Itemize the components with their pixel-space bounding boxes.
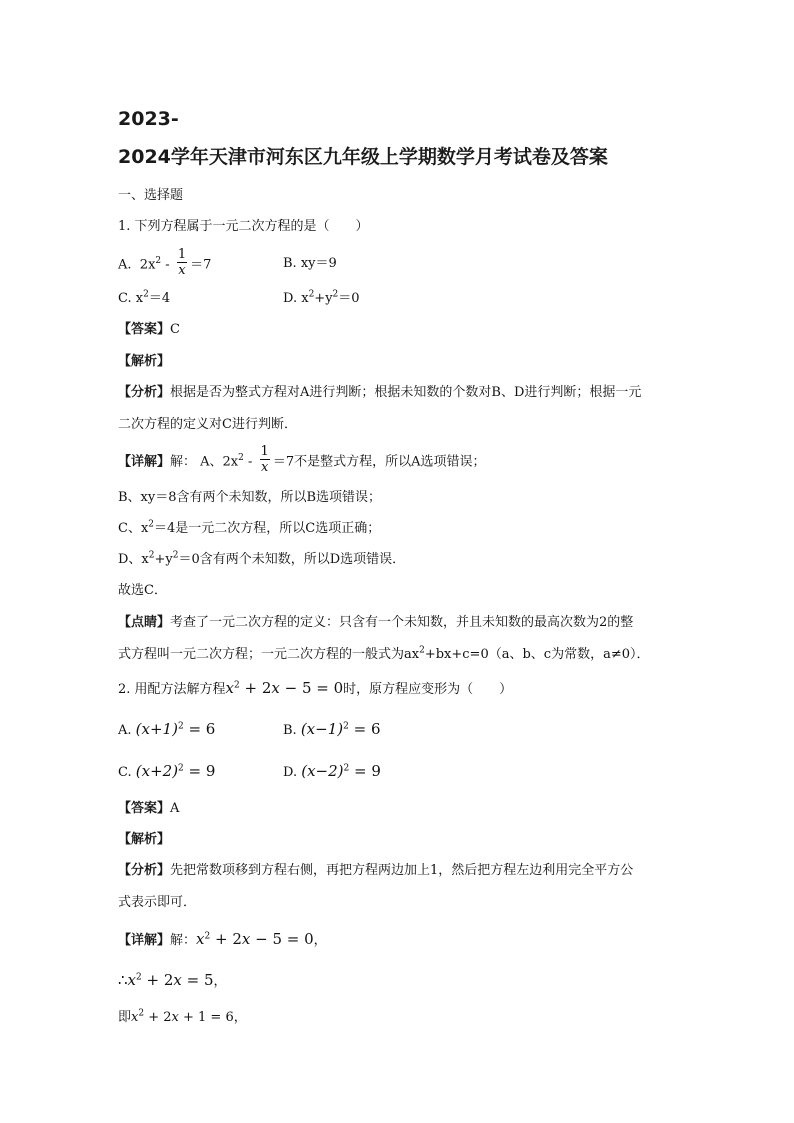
q2-stem: 2. 用配方法解方程$x^2 + 2x - 5 = 0$时，原方程应变形为（ ） [118, 679, 513, 697]
fraction: $\frac{1}{x}$ [177, 247, 187, 278]
q1-answer: 【答案】C [118, 322, 180, 337]
q2-option-b: B. $(x-1)^2 = 6$ [283, 720, 381, 738]
q1-analysis-heading: 【解析】 [118, 354, 171, 369]
q1-detail-line-3: C、$x^2=4$是一元二次方程，所以C选项正确； [118, 519, 381, 536]
q1-option-b: B. xy＝9 [283, 256, 337, 271]
title-line-2: 2024学年天津市河东区九年级上学期数学月考试卷及答案 [118, 146, 608, 168]
q2-option-a: A. $(x+1)^2 = 6$ [118, 720, 216, 738]
q2-option-d: D. $(x-2)^2 = 9$ [283, 762, 381, 780]
q1-option-d: D. $x^2+y^2=0$ [283, 289, 360, 306]
section-heading: 一、选择题 [118, 188, 184, 203]
q1-detail-line-4: D、$x^2+y^2=0$含有两个未知数，所以D选项错误． [118, 550, 406, 567]
q1-option-c: C. $x^2=4$ [118, 289, 171, 306]
q1-dianjing-line-2: 式方程叫一元二次方程；一元二次方程的一般式为$ax^2+bx+c=0(a$、b、c为常数，a≠0）． [118, 645, 650, 662]
q2-fenxi-line-1: 【分析】先把常数项移到方程右侧，再把方程两边加上1，然后把方程左边利用完全平方公 [118, 863, 634, 878]
q1-dianjing-line-1: 【点睛】考查了一元二次方程的定义：只含有一个未知数，并且未知数的最高次数为2的整 [118, 615, 634, 630]
fraction: $\frac{1}{x}$ [260, 444, 269, 475]
q1-detail-line-2: B、xy＝8含有两个未知数，所以B选项错误； [118, 490, 382, 505]
q1-detail-line-1: 【详解】解： A、$2x^2$ - $\frac{1}{x}$ ＝7不是整式方程，所以A选项错误； [118, 444, 486, 475]
q1-stem: 1. 下列方程属于一元二次方程的是（ ） [118, 219, 369, 234]
q1-fenxi-line-2: 二次方程的定义对C进行判断． [118, 417, 297, 432]
q2-detail-line-3: 即$x^2 + 2x + 1 = 6$， [118, 1008, 247, 1025]
q1-option-a: A. $2x^2$ - $\frac{1}{x}$ ＝7 [118, 247, 212, 278]
q2-detail-line-2: $\therefore x^2 + 2x = 5$， [118, 971, 227, 989]
q1-fenxi-line-1: 【分析】根据是否为整式方程对A进行判断；根据未知数的个数对B、D进行判断；根据一元 [118, 385, 642, 400]
q2-answer: 【答案】A [118, 801, 180, 816]
title-line-1: 2023- [118, 108, 179, 130]
q2-detail-line-1: 【详解】解：$x^2 + 2x - 5 = 0$， [118, 930, 327, 948]
q2-fenxi-line-2: 式表示即可． [118, 895, 197, 910]
q2-analysis-heading: 【解析】 [118, 832, 171, 847]
q1-choose: 故选C． [118, 583, 167, 598]
q2-option-c: C. $(x+2)^2 = 9$ [118, 762, 216, 780]
